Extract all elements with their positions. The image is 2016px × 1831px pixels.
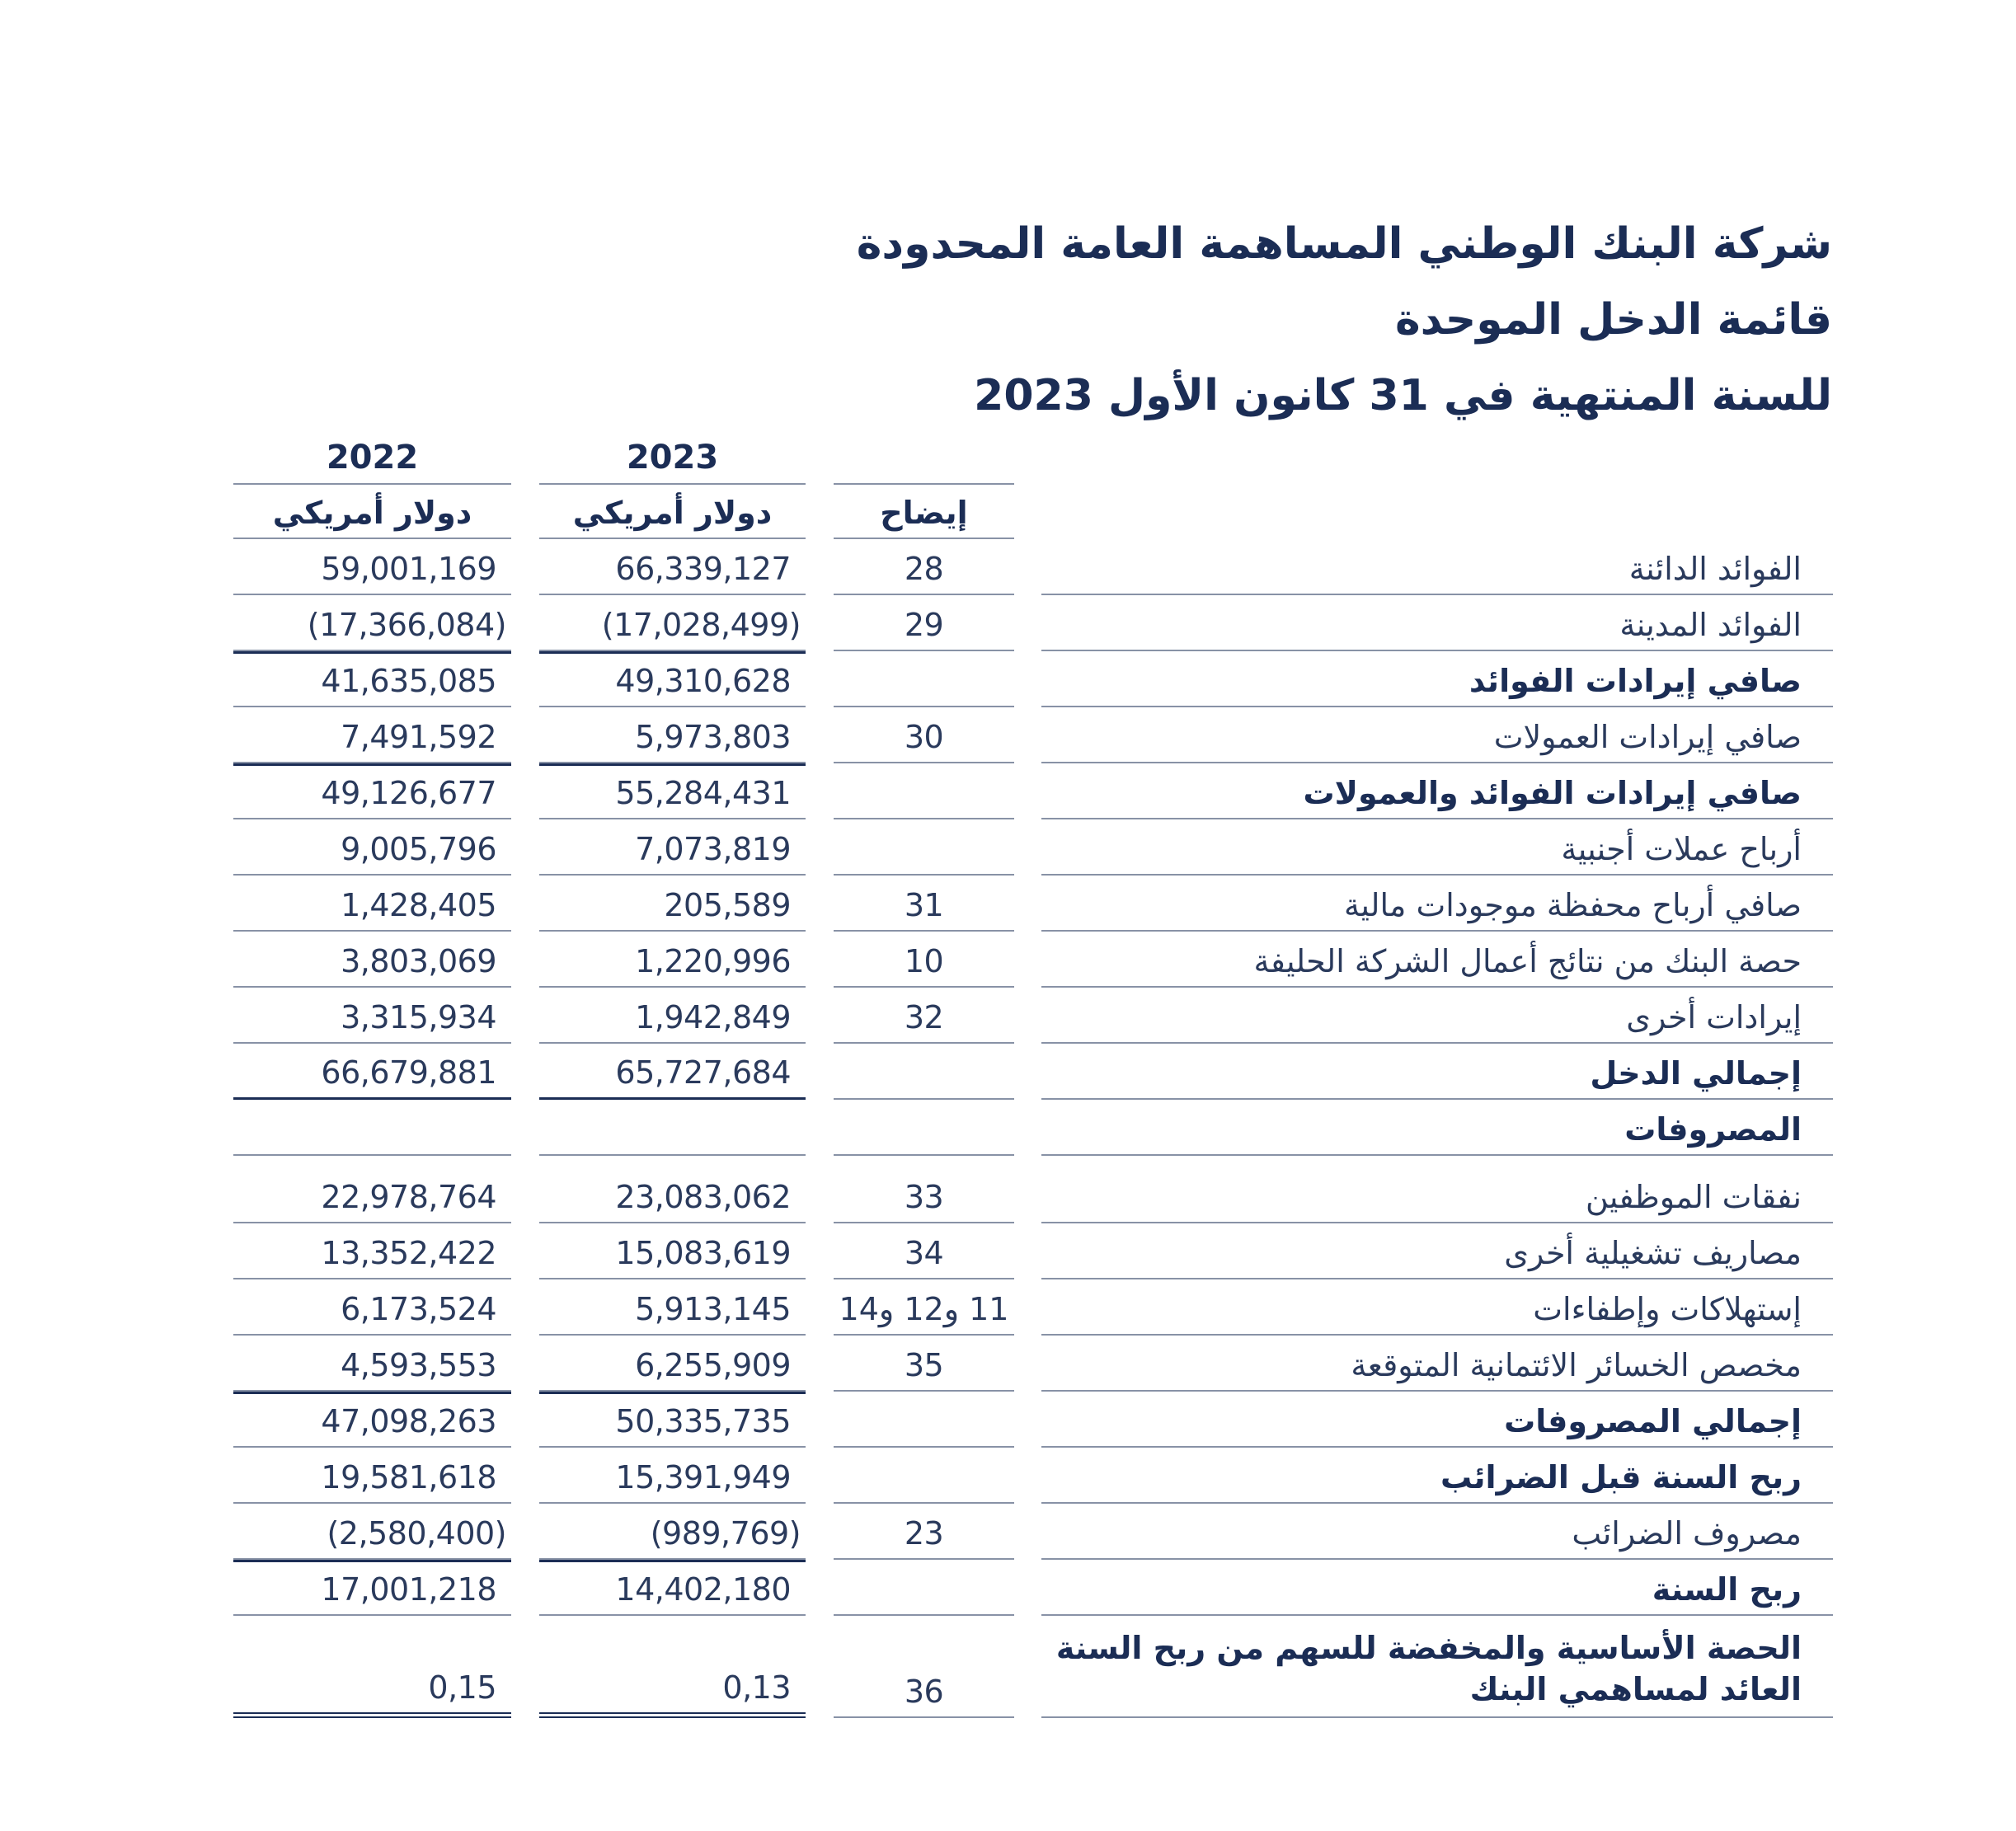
period-title: للسنة المنتهية في 31 كانون الأول 2023 <box>974 371 1832 420</box>
table-row-total <box>0 1560 2016 1616</box>
table-row <box>0 1336 2016 1392</box>
row-value-2023: 1,942,849 <box>539 988 806 1044</box>
row-value-2023: 205,589 <box>539 876 806 932</box>
row-note <box>834 1100 1014 1156</box>
row-value-2023: 55,284,431 <box>539 763 806 819</box>
row-note: 29 <box>834 595 1014 651</box>
row-value-2022: 0,15 <box>233 1616 511 1718</box>
table-row <box>0 539 2016 595</box>
row-label: صافي إيرادات العمولات <box>1041 707 1833 763</box>
row-value-2022: (2,580,400) <box>233 1504 511 1560</box>
table-row <box>0 1279 2016 1336</box>
row-value-2022: 1,428,405 <box>233 876 511 932</box>
row-label: نفقات الموظفين <box>1041 1156 1833 1223</box>
row-label: المصروفات <box>1041 1100 1833 1156</box>
row-label: إيرادات أخرى <box>1041 988 1833 1044</box>
table-row <box>0 988 2016 1044</box>
year-2022-header: 2022 <box>326 439 419 477</box>
row-value-2022: 4,593,553 <box>233 1336 511 1392</box>
row-label: أرباح عملات أجنبية <box>1041 819 1833 876</box>
row-value-2023: 6,255,909 <box>539 1336 806 1392</box>
row-note <box>834 1448 1014 1504</box>
row-value-2022: 17,001,218 <box>233 1560 511 1616</box>
eps-label-line2: العائد لمساهمي البنك <box>1469 1671 1802 1707</box>
row-value-2023: 15,083,619 <box>539 1223 806 1279</box>
table-row <box>0 1156 2016 1223</box>
table-row <box>0 595 2016 651</box>
table-row <box>0 932 2016 988</box>
table-row <box>0 876 2016 932</box>
table-row <box>0 1504 2016 1560</box>
row-value-2022: (17,366,084) <box>233 595 511 651</box>
row-value-2023: 1,220,996 <box>539 932 806 988</box>
row-label <box>1041 1616 1833 1718</box>
row-value-2023: 49,310,628 <box>539 651 806 707</box>
row-label: صافي إيرادات الفوائد <box>1041 651 1833 707</box>
row-value-2023: 65,727,684 <box>539 1044 806 1100</box>
row-note: 36 <box>834 1616 1014 1718</box>
row-note <box>834 1044 1014 1100</box>
table-row <box>0 819 2016 876</box>
row-value-2022: 66,679,881 <box>233 1044 511 1100</box>
row-value-2022: 6,173,524 <box>233 1279 511 1336</box>
row-note <box>834 1392 1014 1448</box>
table-row-eps <box>0 1616 2016 1718</box>
company-name: شركة البنك الوطني المساهمة العامة المحدودة <box>856 219 1832 269</box>
table-row-subtotal <box>0 1392 2016 1448</box>
row-label: حصة البنك من نتائج أعمال الشركة الحليفة <box>1041 932 1833 988</box>
row-value-2022: 49,126,677 <box>233 763 511 819</box>
row-label: ربح السنة <box>1041 1560 1833 1616</box>
row-label: صافي إيرادات الفوائد والعمولات <box>1041 763 1833 819</box>
row-label: الفوائد الدائنة <box>1041 539 1833 595</box>
row-value-2022: 22,978,764 <box>233 1156 511 1223</box>
row-label: ربح السنة قبل الضرائب <box>1041 1448 1833 1504</box>
row-value-2022: 13,352,422 <box>233 1223 511 1279</box>
table-row <box>0 1223 2016 1279</box>
row-value-2023: 5,913,145 <box>539 1279 806 1336</box>
row-note <box>834 763 1014 819</box>
row-label: مصاريف تشغيلية أخرى <box>1041 1223 1833 1279</box>
row-value-2023 <box>539 1100 806 1156</box>
row-note: 31 <box>834 876 1014 932</box>
row-value-2023: 5,973,803 <box>539 707 806 763</box>
row-label: مخصص الخسائر الائتمانية المتوقعة <box>1041 1336 1833 1392</box>
row-note: 35 <box>834 1336 1014 1392</box>
table-row-subtotal <box>0 763 2016 819</box>
row-value-2023: 50,335,735 <box>539 1392 806 1448</box>
note-column-header: إيضاح <box>834 483 1014 539</box>
row-value-2023: 0,13 <box>539 1616 806 1718</box>
row-value-2022: 3,803,069 <box>233 932 511 988</box>
row-label: إجمالي المصروفات <box>1041 1392 1833 1448</box>
row-value-2022: 19,581,618 <box>233 1448 511 1504</box>
row-note: 11 و12 و14 <box>834 1279 1014 1336</box>
statement-title: قائمة الدخل الموحدة <box>1394 295 1832 345</box>
row-label: إجمالي الدخل <box>1041 1044 1833 1100</box>
row-value-2023: 15,391,949 <box>539 1448 806 1504</box>
row-value-2023: 7,073,819 <box>539 819 806 876</box>
row-note: 28 <box>834 539 1014 595</box>
table-row-total <box>0 1044 2016 1100</box>
row-value-2023: (989,769) <box>539 1504 806 1560</box>
year-2023-header: 2023 <box>626 439 719 477</box>
row-value-2023: (17,028,499) <box>539 595 806 651</box>
row-note: 32 <box>834 988 1014 1044</box>
table-row <box>0 707 2016 763</box>
row-value-2023: 66,339,127 <box>539 539 806 595</box>
row-value-2022: 3,315,934 <box>233 988 511 1044</box>
row-label: مصروف الضرائب <box>1041 1504 1833 1560</box>
row-label: إستهلاكات وإطفاءات <box>1041 1279 1833 1336</box>
table-row-subtotal <box>0 651 2016 707</box>
row-value-2022: 7,491,592 <box>233 707 511 763</box>
row-note: 33 <box>834 1156 1014 1223</box>
row-note: 10 <box>834 932 1014 988</box>
row-value-2022: 9,005,796 <box>233 819 511 876</box>
row-value-2023: 14,402,180 <box>539 1560 806 1616</box>
unit-2023-header: دولار أمريكي <box>539 483 806 539</box>
row-note: 30 <box>834 707 1014 763</box>
eps-label-line1: الحصة الأساسية والمخفضة للسهم من ربح السنة <box>1055 1630 1802 1666</box>
row-note: 34 <box>834 1223 1014 1279</box>
row-value-2022: 41,635,085 <box>233 651 511 707</box>
row-value-2022: 47,098,263 <box>233 1392 511 1448</box>
row-note <box>834 651 1014 707</box>
row-note: 23 <box>834 1504 1014 1560</box>
row-label: الفوائد المدينة <box>1041 595 1833 651</box>
section-heading-row <box>0 1100 2016 1156</box>
row-note <box>834 819 1014 876</box>
table-row-subtotal <box>0 1448 2016 1504</box>
row-value-2022 <box>233 1100 511 1156</box>
row-note <box>834 1560 1014 1616</box>
row-label: صافي أرباح محفظة موجودات مالية <box>1041 876 1833 932</box>
row-value-2023: 23,083,062 <box>539 1156 806 1223</box>
row-value-2022: 59,001,169 <box>233 539 511 595</box>
unit-2022-header: دولار أمريكي <box>233 483 511 539</box>
